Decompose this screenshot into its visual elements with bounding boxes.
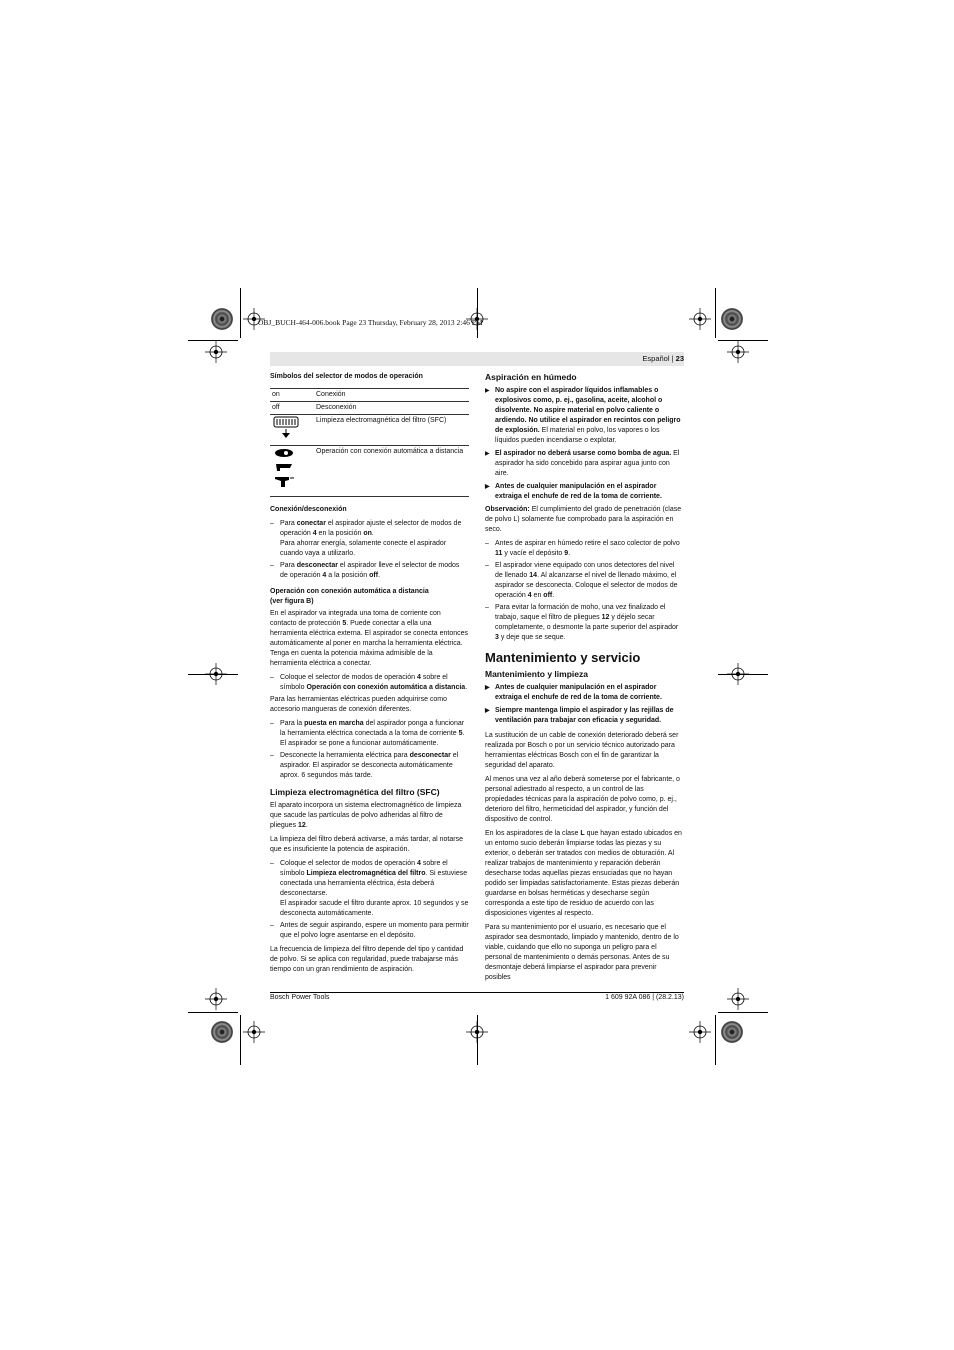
registration-target-icon <box>466 1021 488 1043</box>
crop-mark <box>715 288 716 338</box>
crop-mark <box>715 1015 716 1065</box>
paragraph: El aparato incorpora un sistema electromagnético de limpieza que sacude las partículas de polvo adheridas al filtro de pliegues 12. <box>270 802 462 829</box>
warning-item: ▶ El aspirador no deberá usarse como bomba de agua. El aspirador ha sido concebido para aspirar agua junto con aire. <box>485 449 684 479</box>
page-number: 23 <box>675 354 684 363</box>
list-item: – Coloque el selector de modos de operación 4 sobre el símbolo Limpieza electromagnética del filtro. Si estuviese conectada una herramienta eléctrica, ésta deberá desconectarse. El aspirador sacude el filtro durante aprox. 10 segundos y se desconecta automáticamente. <box>270 859 469 919</box>
list-item: – Antes de aspirar en húmedo retire el saco colector de polvo 11 y vacíe el depósito 9. <box>485 539 684 559</box>
list-item: – Para desconectar el aspirador lleve el selector de modos de operación 4 a la posición off. <box>270 561 469 581</box>
section-heading: Símbolos del selector de modos de operación <box>270 373 423 380</box>
registration-dial-icon <box>211 1021 233 1043</box>
paragraph: Para las herramientas eléctricas pueden adquirirse como accesorio mangueras de conexión diferentes. <box>270 696 448 713</box>
section-heading: Aspiración en húmedo <box>485 372 577 382</box>
symbol-desc: Limpieza electromagnética del filtro (SFC) <box>314 415 469 446</box>
paragraph: Al menos una vez al año deberá someterse por el fabricante, o personal adiestrado al respecto, a un control de las propiedades técnicas para la aspiración de polvo como, p. ej., deterioro del filtro, hermeticidad del aspirador, y función del dispositivo de control. <box>485 776 680 823</box>
paragraph: Observación: El cumplimiento del grado de penetración (clase de polvo L) solamente fue comprobado para la aspiración en seco. <box>485 506 682 533</box>
list-item: – Para evitar la formación de moho, una vez finalizado el trabajo, saque el filtro de pliegues 12 y déjelo secar completamente, o desmonte la parte superior del aspirador 3 y deje que se seque. <box>485 603 684 643</box>
list-item: – Antes de seguir aspirando, espere un momento para permitir que el polvo logre asentarse en el depósito. <box>270 921 469 941</box>
warning-item: ▶ Antes de cualquier manipulación en el aspirador extraiga el enchufe de red de la toma de corriente. <box>485 482 684 502</box>
paragraph: En el aspirador va integrada una toma de corriente con contacto de protección 5. Puede conectar a ella una herramienta eléctrica externa. El aspirador se conecta entonces automáticamente al poner en marcha la herramienta eléctrica. Tenga en cuenta la potencia máxima admisible de la herramienta eléctrica a conectar. <box>270 610 469 667</box>
registration-target-icon <box>205 663 227 685</box>
warning-item: ▶ Antes de cualquier manipulación en el aspirador extraiga el enchufe de red de la toma de corriente. <box>485 683 684 703</box>
section-heading: Operación con conexión automática a distancia (ver figura B) <box>270 588 429 605</box>
header-separator: | <box>671 354 674 363</box>
crop-mark <box>240 288 241 338</box>
symbol-key: off <box>270 402 314 415</box>
symbol-desc: Desconexión <box>314 402 469 415</box>
paragraph: La sustitución de un cable de conexión deteriorado deberá ser realizada por Bosch o por un servicio técnico autorizado para herramientas eléctricas Bosch con el fin de garantizar la seguridad del aparato. <box>485 732 679 769</box>
registration-target-icon <box>205 341 227 363</box>
paragraph: La limpieza del filtro deberá activarse, a más tardar, al notarse que es insuficiente la potencia de aspiración. <box>270 836 463 853</box>
registration-target-icon <box>727 663 749 685</box>
registration-target-icon <box>727 341 749 363</box>
paragraph: Para su mantenimiento por el usuario, es necesario que el aspirador sea desmontado, limpiado y mantenido, dentro de lo viable, cuidando que ello no suponga un peligro para el personal de mantenimiento o demás personas. Antes de su desmontaje deberá limpiarse el aspirador para prevenir posibles <box>485 924 679 981</box>
symbol-key: on <box>270 389 314 402</box>
table-row <box>270 402 469 415</box>
power-tool-icon <box>272 447 300 491</box>
symbol-desc: Operación con conexión automática a distancia <box>314 446 469 497</box>
warning-item: ▶ No aspire con el aspirador líquidos inflamables o explosivos como, p. ej., gasolina, aceite, alcohol o disolvente. No aspire material en polvo caliente o ardiendo. No utilice el aspirador en recintos con peligro de explosión. El material en polvo, los vapores o los líquidos pueden incendiarse o explotar. <box>485 386 684 446</box>
symbol-desc: Conexión <box>314 389 469 402</box>
registration-target-icon <box>727 988 749 1010</box>
page-header <box>642 354 684 363</box>
page-header-bar <box>270 352 684 366</box>
registration-target-icon <box>205 988 227 1010</box>
left-column <box>270 372 469 979</box>
list-item: – Para conectar el aspirador ajuste el selector de modos de operación 4 en la posición on. Para ahorrar energía, solamente conecte el aspirador cuando vaya a utilizarlo. <box>270 519 469 559</box>
section-heading: Mantenimiento y limpieza <box>485 669 588 679</box>
print-slug: OBJ_BUCH-464-006.book Page 23 Thursday, February 28, 2013 2:46 PM <box>258 318 483 327</box>
filter-cleaning-icon <box>272 416 300 440</box>
registration-target-icon <box>243 1021 265 1043</box>
crop-mark <box>240 1015 241 1065</box>
list-item: – Desconecte la herramienta eléctrica para desconectar el aspirador. El aspirador se desconecta automáticamente aprox. 6 segundos más tarde. <box>270 751 469 781</box>
chapter-heading: Mantenimiento y servicio <box>485 650 641 665</box>
crop-mark <box>718 1012 768 1013</box>
header-language: Español <box>642 354 670 363</box>
paragraph: La frecuencia de limpieza del filtro depende del tipo y cantidad de polvo. Si se aplica con regularidad, puede trabajarse más tiempo con un gran rendimiento de aspiración. <box>270 946 464 973</box>
list-item: – Para la puesta en marcha del aspirador ponga a funcionar la herramienta eléctrica conectada a la toma de corriente 5. El aspirador se pone a funcionar automáticamente. <box>270 719 469 749</box>
footer-right: 1 609 92A 086 | (28.2.13) <box>605 994 684 1001</box>
crop-mark <box>188 1012 238 1013</box>
list-item: – El aspirador viene equipado con unos detectores del nivel de llenado 14. Al alcanzarse el nivel de llenado máximo, el aspirador se desconecta. Coloque el selector de modos de operación 4 en off. <box>485 561 684 601</box>
table-row <box>270 415 469 446</box>
registration-target-icon <box>689 308 711 330</box>
symbols-table <box>270 388 469 497</box>
registration-dial-icon <box>211 308 233 330</box>
footer-rule <box>270 992 684 993</box>
section-heading: Limpieza electromagnética del filtro (SFC) <box>270 787 440 797</box>
registration-target-icon <box>689 1021 711 1043</box>
paragraph: En los aspiradores de la clase L que hayan estado ubicados en un entorno sucio deberán limpiarse todas las piezas y su exterior, o deberán ser tratados con medios de obturación. Al realizar trabajos de mantenimiento y reparación deberán desecharse todas aquellas piezas ensuciadas que no hayan podido ser limpiadas satisfactoriamente. Estas piezas deberán guardarse en bolsas herméticas y desecharse según corresponda a este tipo de residuo de acuerdo con las disposiciones vigentes al respecto. <box>485 830 682 917</box>
footer-left: Bosch Power Tools <box>270 994 330 1001</box>
warning-item: ▶ Siempre mantenga limpio el aspirador y las rejillas de ventilación para trabajar con eficacia y seguridad. <box>485 706 684 726</box>
table-row <box>270 389 469 402</box>
table-row <box>270 446 469 497</box>
registration-dial-icon <box>721 308 743 330</box>
right-column <box>485 372 684 987</box>
registration-dial-icon <box>721 1021 743 1043</box>
section-heading: Conexión/desconexión <box>270 506 347 513</box>
list-item: – Coloque el selector de modos de operación 4 sobre el símbolo Operación con conexión automática a distancia. <box>270 673 469 693</box>
